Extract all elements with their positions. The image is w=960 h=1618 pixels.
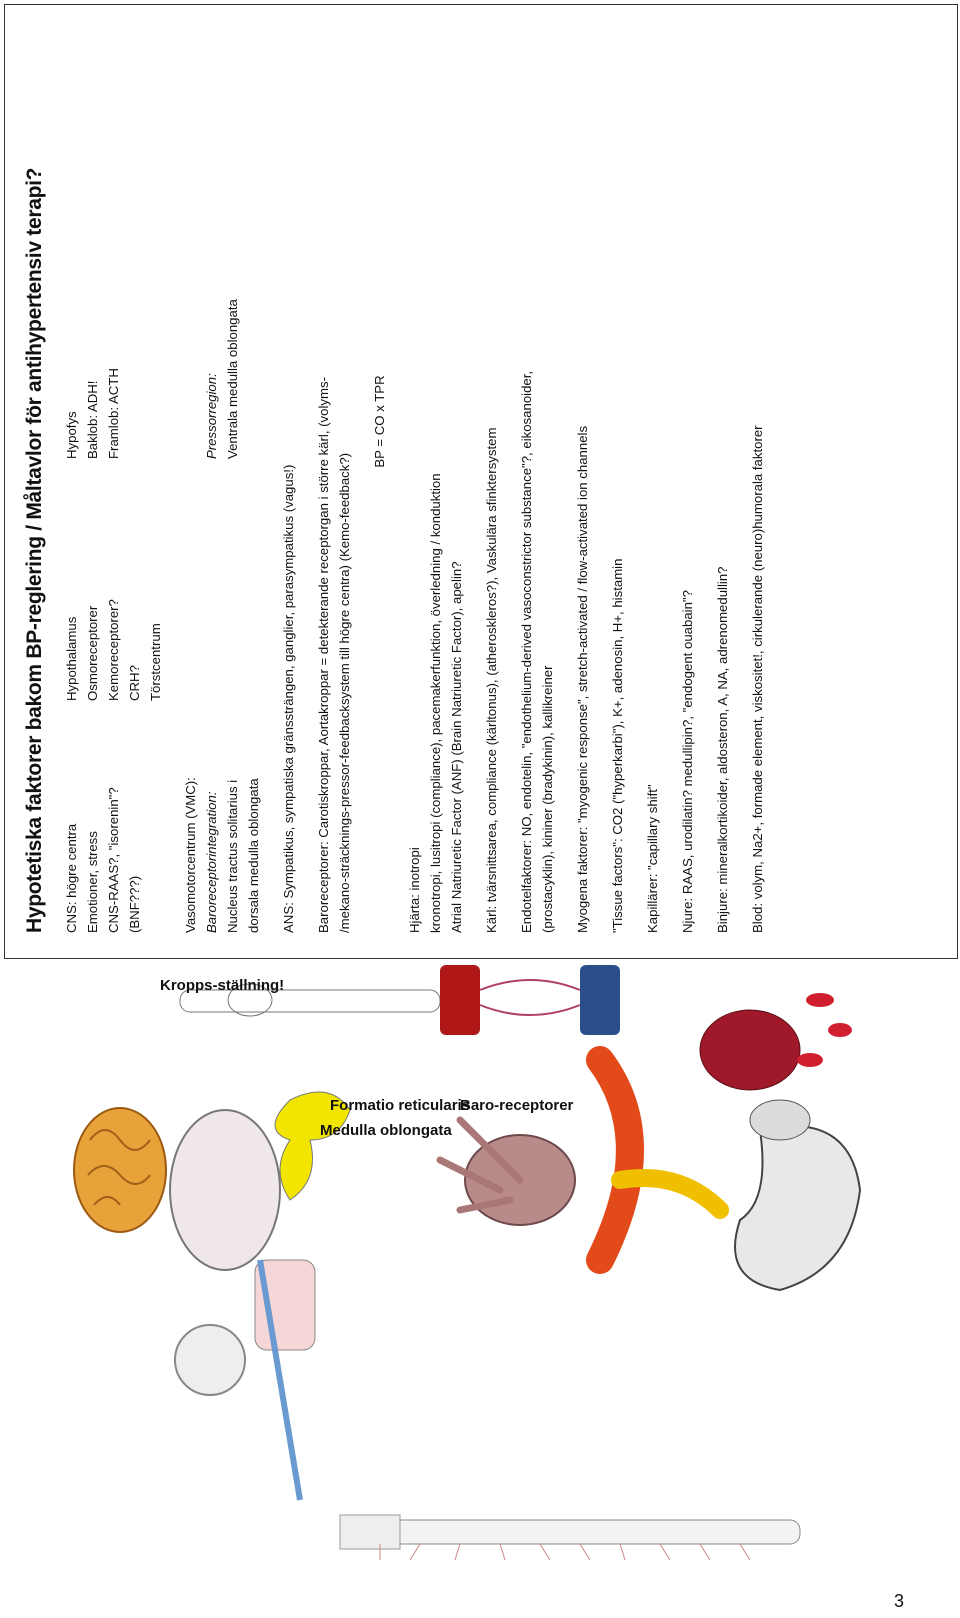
page-number: 3 (893, 1591, 904, 1611)
vmc-right (180, 30, 264, 459)
anatomy-illustration (60, 960, 920, 1560)
pressor-line: Ventrala medulla oblongata (225, 299, 240, 459)
hypothalamus-line: Hypothalamus (64, 616, 79, 701)
cns-line: Emotioner, stress (85, 831, 100, 933)
baro-label: Baro-receptorer (460, 1097, 574, 1114)
slide-content-rotated (5, 10, 955, 955)
blood-line: Blod: volym, Na2+, formade element, viskositet!, cirkulerande (neuro)humorala faktorer (750, 425, 765, 933)
capillary-line: Kapillärer: "capillary shift" (645, 784, 660, 933)
slide-title: Hypotetiska faktorer bakom BP-reglering / Måltavlor för antihypertensiv terapi? (23, 167, 46, 933)
baro-line: /mekano-sträcknings-pressor-feedbacksystem till högre centra) (Kemo-feedback?) (337, 452, 352, 933)
endothel-line: Endotelfaktorer: NO, endotelin, "endothelium-derived vasoconstrictor substance"?, eikosanoider, (519, 370, 534, 933)
vmc-line: Baroreceptorintegration: (204, 791, 219, 933)
vmc-heading: Vasomotorcentrum (VMC): (183, 777, 198, 933)
tissue-line: "Tissue factors": CO2 ("hyperkarbi"), K+, adenosin, H+, histamin (610, 558, 625, 933)
heart-line: kronotropi, lusitropi (compliance), pacemakerfunktion, överledning / konduktion (428, 473, 443, 933)
cns-block (61, 30, 166, 933)
medulla-label: Medulla oblongata (320, 1122, 452, 1139)
hypothalamus-line: Törstcentrum (148, 623, 163, 701)
endothel-line: (prostacyklin), kininer (bradykinin), kallikreiner (540, 665, 555, 933)
cns-col-2 (61, 459, 166, 701)
cns-line: (BNF???) (127, 875, 142, 933)
brain-icon (74, 1108, 166, 1232)
hypothalamus-line: CRH? (127, 665, 142, 701)
heart-icon (440, 1120, 575, 1225)
vmc-block (180, 30, 264, 933)
posture-label: Kropps-ställning! (160, 977, 285, 994)
hypothalamus-line: Kemoreceptorer? (106, 599, 121, 701)
hypofys-line: Hypofys (64, 411, 79, 459)
vessel-line: Kärl: tvärsnittsarea, compliance (kärltonus), (atheroskleros?), Vaskulära sfinktersystem (484, 427, 499, 933)
bp-formula: BP = CO x TPR (372, 375, 387, 468)
aorta-model-icon (600, 1060, 720, 1260)
hypothalamus-line: Osmoreceptorer (85, 605, 100, 701)
slide-frame (4, 4, 958, 959)
kidney-line: Njure: RAAS, urodilatin? medullipin?, "endogent ouabain"? (680, 590, 695, 933)
cns-line: CNS-RAAS?, "isorenin"? (106, 787, 121, 933)
vmc-line: Nucleus tractus solitarius i (225, 779, 240, 933)
formatio-label: Formatio reticularis (330, 1097, 471, 1114)
baro-line: Baroreceptorer: Carotiskroppar, Aortakroppar = detekterande receptorgan i större kärl, (volyms- (316, 377, 331, 933)
heart-line: Atrial Natriuretic Factor (ANF) (Brain Natriuretic Factor), apelin? (449, 561, 464, 933)
blood-vessels-icon (440, 965, 620, 1035)
adrenal-line: Binjure: mineralkortikoider, aldosteron, A, NA, adrenomedullin? (715, 566, 730, 933)
blood-cells-icon (700, 993, 852, 1090)
heart-line: Hjärta: inotropi (407, 847, 422, 933)
pressor-heading: Pressorregion: (204, 373, 219, 459)
cns-col-3 (61, 30, 166, 459)
hypofys-line: Baklob: ADH! (85, 380, 100, 459)
vmc-line: dorsala medulla oblongata (246, 778, 261, 933)
myogenic-line: Myogena faktorer: "myogenic response", stretch-activated / flow-activated ion channels (575, 425, 590, 933)
cns-col-1 (61, 701, 166, 933)
cns-line: CNS: högre centra (64, 823, 79, 933)
ans-line: ANS: Sympatikus, sympatiska gränssträngen, ganglier, parasympatikus (vagus!) (281, 464, 296, 933)
kidney-icon (735, 1100, 860, 1290)
spinal-cord-icon (340, 1515, 800, 1560)
vmc-left (180, 459, 264, 933)
hypofys-line: Framlob: ACTH (106, 368, 121, 459)
